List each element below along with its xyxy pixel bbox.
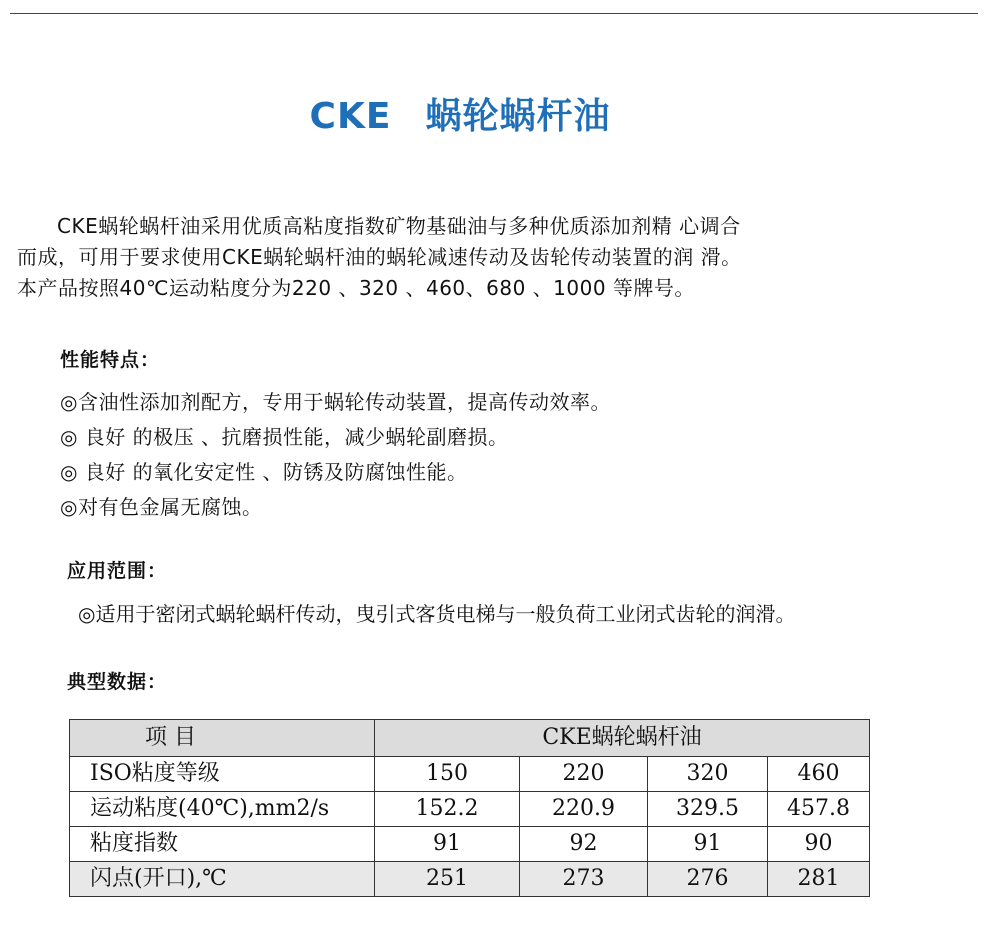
- typical-data-table: [69, 719, 870, 897]
- row-label: 闪点(开口),℃: [70, 862, 375, 897]
- title-name: 蜗轮蜗杆油: [425, 96, 611, 137]
- table-row: [70, 757, 870, 792]
- table-cell: 150: [375, 757, 520, 792]
- header-item-cell: 项 目: [70, 720, 375, 757]
- table-cell: 320: [648, 757, 768, 792]
- page-title: [0, 88, 920, 139]
- features-heading: 性能特点：: [60, 349, 161, 371]
- application-text: ◎适用于密闭式蜗轮蜗杆传动，曳引式客货电梯与一般负荷工业闭式齿轮的润滑。: [78, 602, 796, 626]
- row-label: 粘度指数: [70, 827, 375, 862]
- table-cell: 220.9: [520, 792, 648, 827]
- table-row: [70, 862, 870, 897]
- title-brand: CKE: [309, 96, 392, 137]
- typical-data-heading: 典型数据：: [67, 671, 168, 693]
- top-divider: [10, 13, 978, 14]
- table-cell: 92: [520, 827, 648, 862]
- application-heading: 应用范围：: [67, 560, 168, 582]
- table-cell: 329.5: [648, 792, 768, 827]
- table-cell: 276: [648, 862, 768, 897]
- intro-line-2: 而成，可用于要求使用CKE蜗轮蜗杆油的蜗轮减速传动及齿轮传动装置的润 滑。: [17, 245, 742, 269]
- header-product-cell: CKE蜗轮蜗杆油: [375, 720, 870, 757]
- table-cell: 91: [375, 827, 520, 862]
- table-cell: 460: [768, 757, 870, 792]
- table-cell: 273: [520, 862, 648, 897]
- table-cell: 90: [768, 827, 870, 862]
- table-cell: 281: [768, 862, 870, 897]
- table-cell: 251: [375, 862, 520, 897]
- feature-item: ◎对有色金属无腐蚀。: [60, 495, 263, 519]
- row-label: 运动粘度(40℃),mm2/s: [70, 792, 375, 827]
- intro-paragraph: [17, 211, 917, 304]
- feature-item: ◎ 良好 的氧化安定性 、防锈及防腐蚀性能。: [60, 460, 468, 484]
- feature-item: ◎含油性添加剂配方，专用于蜗轮传动装置，提高传动效率。: [60, 390, 611, 414]
- table-cell: 220: [520, 757, 648, 792]
- intro-line-3: 本产品按照40℃运动粘度分为220 、320 、460、680 、1000 等牌号。: [17, 276, 695, 300]
- table-cell: 152.2: [375, 792, 520, 827]
- table-header-row: [70, 720, 870, 757]
- row-label: ISO粘度等级: [70, 757, 375, 792]
- table-row: [70, 827, 870, 862]
- table-cell: 457.8: [768, 792, 870, 827]
- table-row: [70, 792, 870, 827]
- feature-item: ◎ 良好 的极压 、抗磨损性能，减少蜗轮副磨损。: [60, 425, 509, 449]
- intro-line-1: CKE蜗轮蜗杆油采用优质高粘度指数矿物基础油与多种优质添加剂精 心调合: [57, 214, 741, 238]
- table-cell: 91: [648, 827, 768, 862]
